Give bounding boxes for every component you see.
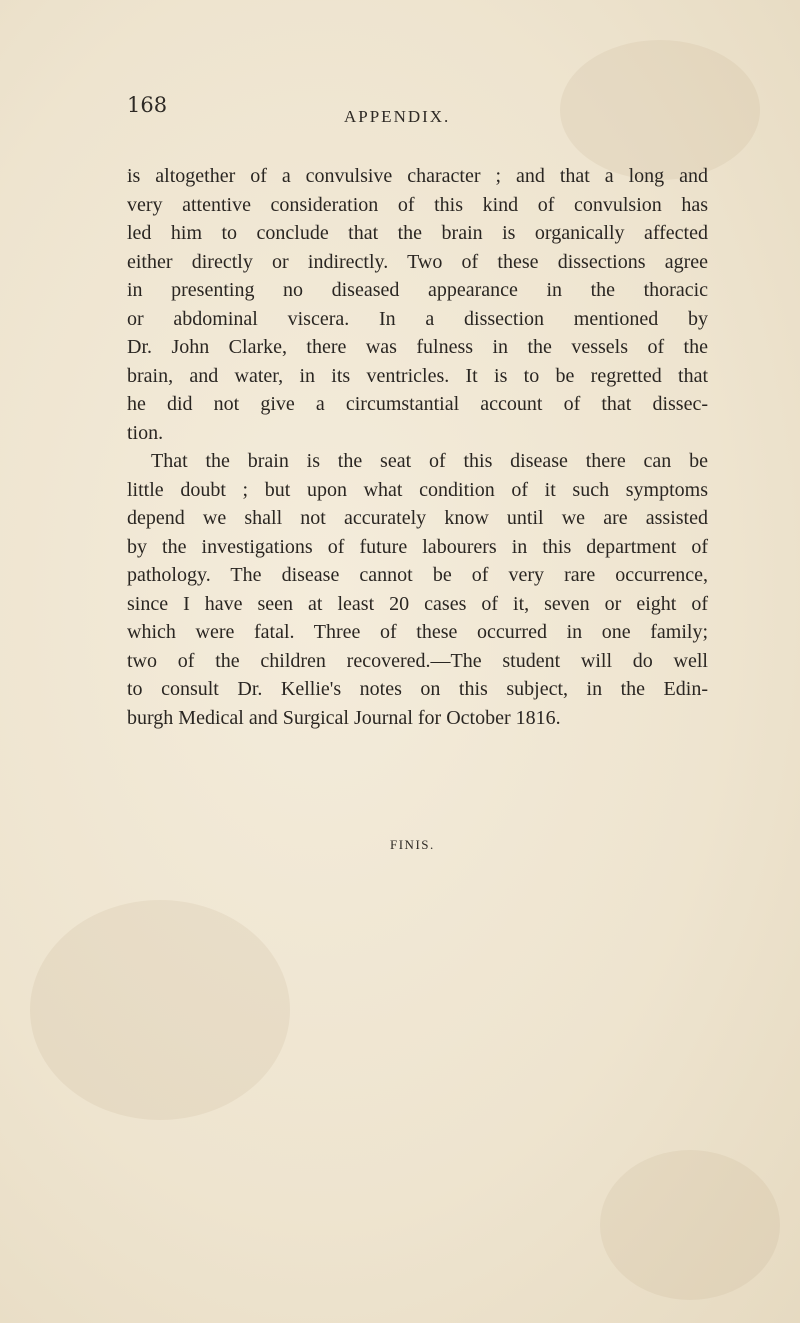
body-text bbox=[127, 162, 708, 732]
text-line: or abdominal viscera. In a dissection mentioned by bbox=[127, 307, 708, 330]
text-line: to consult Dr. Kellie's notes on this subject, in the Edin- bbox=[127, 678, 708, 700]
text-line: very attentive consideration of this kind of convulsion has bbox=[127, 193, 708, 216]
text-line: brain, and water, in its ventricles. It is to be regretted that bbox=[127, 364, 708, 387]
page-number: 168 bbox=[127, 93, 168, 117]
text-line: which were fatal. Three of these occurred in one family; bbox=[127, 621, 708, 643]
paper-stain bbox=[560, 40, 760, 180]
text-line: tion. bbox=[127, 421, 164, 444]
text-line: Dr. John Clarke, there was fulness in the vessels of the bbox=[127, 336, 708, 358]
text-line: since I have seen at least 20 cases of it, seven or eight of bbox=[127, 592, 708, 615]
text-line: in presenting no diseased appearance in the thoracic bbox=[127, 279, 708, 301]
running-head: APPENDIX. bbox=[344, 107, 451, 126]
text-line: is altogether of a convulsive character ; and that a long and bbox=[127, 165, 708, 187]
paper-stain bbox=[30, 900, 290, 1120]
text-line: led him to conclude that the brain is organically affected bbox=[127, 222, 708, 244]
text-line: he did not give a circumstantial account of that dissec- bbox=[127, 393, 708, 415]
text-line: That the brain is the seat of this disease there can be bbox=[151, 450, 708, 472]
text-line: burgh Medical and Surgical Journal for October 1816. bbox=[127, 706, 561, 729]
text-line: two of the children recovered.—The student will do well bbox=[127, 649, 708, 672]
paper-stain bbox=[600, 1150, 780, 1300]
text-line: pathology. The disease cannot be of very rare occurrence, bbox=[127, 564, 708, 586]
text-line: little doubt ; but upon what condition of it such symptoms bbox=[127, 478, 708, 501]
finis-mark: FINIS. bbox=[390, 837, 435, 852]
text-line: either directly or indirectly. Two of these dissections agree bbox=[127, 250, 708, 273]
text-line: depend we shall not accurately know until we are assisted bbox=[127, 507, 708, 529]
text-line: by the investigations of future labourers in this department of bbox=[127, 535, 708, 558]
